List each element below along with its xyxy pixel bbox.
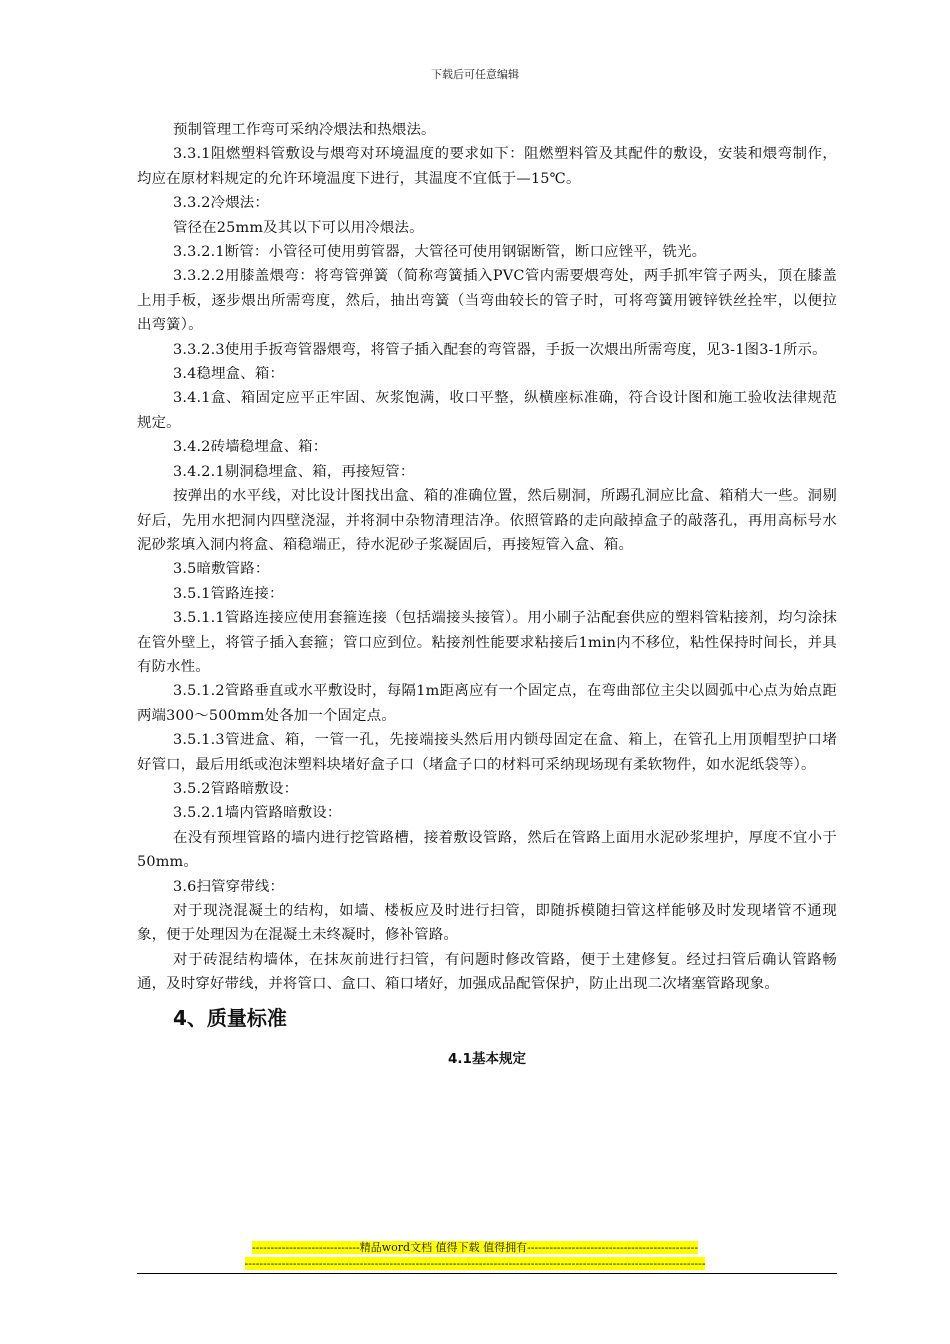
paragraph: 对于现浇混凝土的结构，如墙、楼板应及时进行扫管，即随拆模随扫管这样能够及时发现堵管不通现象，便于处理因为在混凝土未终凝时，修补管路。 — [137, 903, 837, 944]
footer-banner: -----------------------------精品word文档 值得下载 值得拥有---------------------------------------------- — [251, 1241, 699, 1254]
paragraph: 3.5暗敷管路： — [173, 561, 270, 578]
paragraph: 对于砖混结构墙体，在抹灰前进行扫管，有问题时修改管路，便于土建修复。经过扫管后确认管路畅通，及时穿好带线，并将管口、盒口、箱口堵好，加强成品配管保护，防止出现二次堵塞管路现象。 — [137, 951, 837, 993]
paragraph: 3.5.1.3管进盒、箱，一管一孔，先接端接头然后用内锁母固定在盒、箱上，在管孔上用顶帽型护口堵好管口，最后用纸或泡沫塑料块堵好盒子口（堵盒子口的材料可采纳现场现有柔软物件，如水泥纸袋等）。 — [137, 732, 837, 773]
page-footer — [0, 1240, 950, 1272]
paragraph: 3.3.2.2用膝盖煨弯：将弯管弹簧（简称弯簧插入PVC管内需要煨弯处，两手抓牢管子两头，顶在膝盖上用手板，逐步煨出所需弯度，然后，抽出弯簧（当弯曲较长的管子时，可将弯簧用镀锌铁丝拴牢，以便拉出弯簧）。 — [137, 268, 837, 334]
paragraph: 3.5.2管路暗敷设： — [173, 780, 299, 797]
paragraph: 3.4.1盒、箱固定应平正牢固、灰浆饱满，收口平整，纵横座标准确，符合设计图和施工验收法律规范规定。 — [137, 390, 837, 431]
document-body — [137, 118, 837, 1067]
paragraph: 预制管理工作弯可采纳冷煨法和热煨法。 — [173, 122, 436, 138]
section-heading: 4、质量标准 — [173, 1005, 287, 1030]
footer-dash-line: ---------------------------------------------------------------------------------------------------------------------------- — [244, 1257, 706, 1270]
paragraph: 3.3.2.3使用手扳弯管器煨弯，将管子插入配套的弯管器，手扳一次煨出所需弯度，见3-1图3-1所示。 — [173, 341, 827, 358]
paragraph: 管径在25mm及其以下可以用冷煨法。 — [173, 219, 424, 236]
page-header: 下载后可任意编辑 — [431, 68, 519, 81]
paragraph: 在没有预埋管路的墙内进行挖管路槽，接着敷设管路，然后在管路上面用水泥砂浆埋护，厚度不宜小于50mm。 — [137, 829, 837, 871]
paragraph: 3.3.2冷煨法： — [173, 195, 269, 212]
paragraph: 3.3.2.1断管：小管径可使用剪管器，大管径可使用钢锯断管，断口应锉平，铣光。 — [173, 244, 707, 261]
paragraph: 3.5.1管路连接： — [173, 585, 284, 602]
paragraph: 3.3.1阻燃塑料管敷设与煨弯对环境温度的要求如下：阻燃塑料管及其配件的敷设，安装和煨弯制作，均应在原材料规定的允许环境温度下进行，其温度不宜低于—15℃。 — [137, 146, 837, 187]
paragraph: 3.4.2砖墙稳埋盒、箱： — [173, 439, 328, 456]
paragraph: 3.5.1.1管路连接应使用套箍连接（包括端接头接管）。用小刷子沾配套供应的塑料管粘接剂，均匀涂抹在管外壁上，将管子插入套箍；管口应到位。粘接剂性能要求粘接后1min内不移位，粘性保持时间长，并具有防水性。 — [137, 610, 837, 675]
paragraph: 按弹出的水平线，对比设计图找出盒、箱的准确位置，然后剔洞，所踢孔洞应比盒、箱稍大一些。洞剔好后，先用水把洞内四壁浇湿，并将洞中杂物清理洁净。依照管路的走向敲掉盒子的敲落孔，再用高标号水泥砂浆填入洞内将盒、箱稳端正，待水泥砂子浆凝固后，再接短管入盒、箱。 — [137, 488, 837, 553]
paragraph: 3.4.2.1剔洞稳埋盒、箱，再接短管： — [173, 463, 415, 480]
paragraph: 3.6扫管穿带线： — [173, 878, 285, 895]
paragraph: 3.5.1.2管路垂直或水平敷设时，每隔1m距离应有一个固定点，在弯曲部位主尖以圆弧中心点为始点距两端300～500mm处各加一个固定点。 — [137, 683, 837, 724]
subsection-heading: 4.1基本规定 — [448, 1050, 526, 1067]
paragraph: 3.4稳埋盒、箱： — [173, 366, 285, 383]
paragraph: 3.5.2.1墙内管路暗敷设： — [173, 805, 342, 822]
footer-divider — [137, 1273, 837, 1274]
